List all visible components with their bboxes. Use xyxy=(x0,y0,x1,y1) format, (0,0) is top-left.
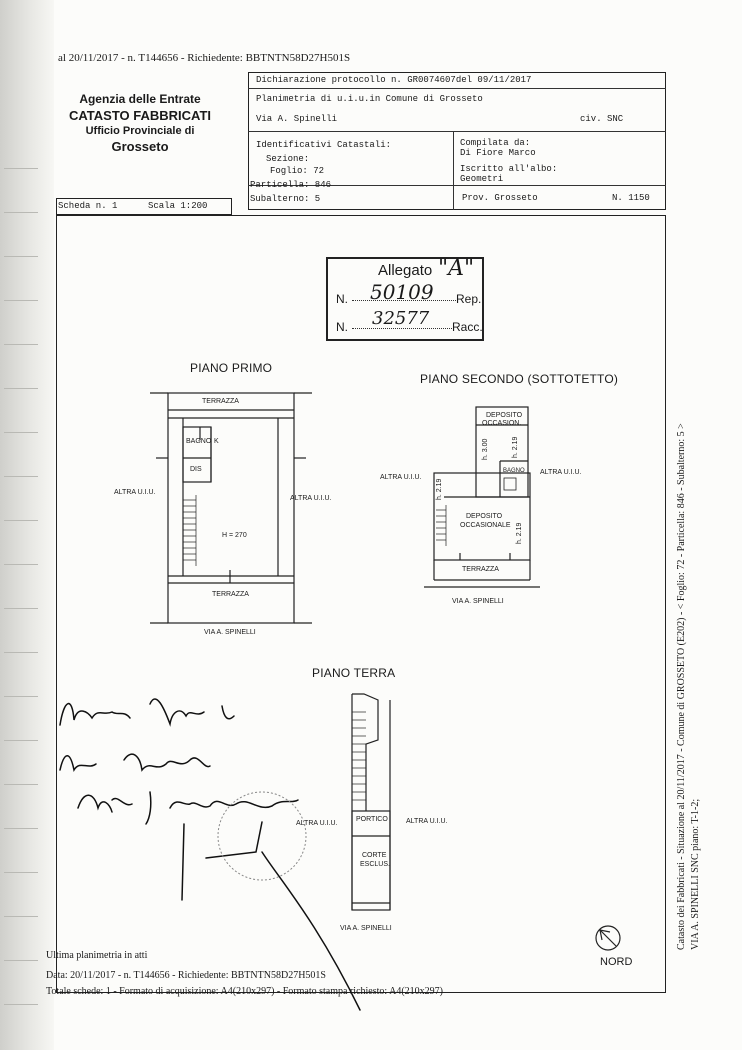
secondo-via: VIA A. SPINELLI xyxy=(452,598,504,605)
secondo-h219-left: h. 2.19 xyxy=(436,478,443,500)
agency-catasto: CATASTO FABBRICATI xyxy=(68,108,212,123)
foglio-field: Foglio: 72 xyxy=(270,166,325,176)
secondo-altra-right: ALTRA U.I.U. xyxy=(540,469,582,476)
particella-field: Particella: 846 xyxy=(250,180,332,190)
primo-terrazza-top: TERRAZZA xyxy=(202,398,239,405)
sezione-field: Sezione: xyxy=(266,154,310,164)
racc-n-label: N. xyxy=(336,320,348,334)
subalterno-field: Subalterno: 5 xyxy=(250,194,321,204)
primo-via: VIA A. SPINELLI xyxy=(204,629,256,636)
piano-terra-plan xyxy=(352,694,390,910)
terra-altra-left: ALTRA U.I.U. xyxy=(296,820,338,827)
terra-via: VIA A. SPINELLI xyxy=(340,925,392,932)
secondo-terrazza: TERRAZZA xyxy=(462,566,499,573)
terra-altra-right: ALTRA U.I.U. xyxy=(406,818,448,825)
iscrizione-number: N. 1150 xyxy=(612,193,650,203)
compilatore-name: Di Fiore Marco xyxy=(460,148,536,158)
rep-number: 50109 xyxy=(370,280,434,304)
north-label: NORD xyxy=(600,956,633,968)
piano-primo-plan xyxy=(150,393,312,623)
secondo-deposito-top-1: DEPOSITO xyxy=(486,412,523,419)
side-address-line: VIA A. SPINELLI SNC piano: T-1-2; xyxy=(690,798,701,950)
office-stamp xyxy=(218,792,306,880)
civic-number: civ. SNC xyxy=(580,114,624,124)
iscritto-label: Iscritto all'albo: xyxy=(460,164,558,174)
terra-corte-2: ESCLUS. xyxy=(360,861,390,868)
dichiarazione-text: Dichiarazione protocollo n. GR0074607del 09/11/2017 xyxy=(256,75,532,85)
primo-bagno: BAGNO xyxy=(186,438,212,445)
header-request-line: al 20/11/2017 - n. T144656 - Richiedente: BBTNTN58D27H501S xyxy=(58,52,351,64)
allegato-title: Allegato xyxy=(378,262,433,279)
agency-ufficio: Ufficio Provinciale di xyxy=(85,125,195,137)
piano-terra-title: PIANO TERRA xyxy=(312,666,396,680)
north-arrow xyxy=(596,926,620,950)
rep-n-label: N. xyxy=(336,292,348,306)
provincia-field: Prov. Grosseto xyxy=(462,193,538,203)
piano-primo-title: PIANO PRIMO xyxy=(190,361,273,375)
secondo-deposito-2: OCCASIONALE xyxy=(460,522,511,529)
secondo-h300: h. 3.00 xyxy=(482,438,489,460)
secondo-h219-top: h. 2.19 xyxy=(512,436,519,458)
secondo-h219-right: h. 2.19 xyxy=(516,522,523,544)
terra-portico: PORTICO xyxy=(356,816,388,823)
secondo-deposito-top-2: OCCASION. xyxy=(482,420,522,427)
terra-corte-1: CORTE xyxy=(362,852,387,859)
primo-altra-right: ALTRA U.I.U. xyxy=(290,495,332,502)
allegato-letter: "A" xyxy=(438,256,475,281)
primo-dis: DIS xyxy=(190,466,202,473)
compilata-label: Compilata da: xyxy=(460,138,531,148)
primo-terrazza-bottom: TERRAZZA xyxy=(212,591,249,598)
identificativi-label: Identificativi Catastali: xyxy=(256,140,392,150)
racc-label: Racc. xyxy=(452,320,483,334)
address-text: Via A. Spinelli xyxy=(256,114,338,124)
secondo-bagno: BAGNO xyxy=(503,468,525,474)
rep-label: Rep. xyxy=(456,292,482,306)
signatures xyxy=(60,699,360,1010)
primo-height: H = 270 xyxy=(222,532,247,539)
racc-number: 32577 xyxy=(372,308,430,329)
footer-data: Data: 20/11/2017 - n. T144656 - Richiedente: BBTNTN58D27H501S xyxy=(46,970,326,981)
scala-value: Scala 1:200 xyxy=(148,201,208,211)
agency-name: Agenzia delle Entrate xyxy=(79,92,201,106)
side-catasto-line: Catasto dei Fabbricati - Situazione al 20/11/2017 - Comune di GROSSETO (E202) - < Foglio: 72 - Particella: 846 - Subalterno: 5 > xyxy=(676,423,687,950)
footer-schede: Totale schede: 1 - Formato di acquisizione: A4(210x297) - Formato stampa richiesto: A4(210x297) xyxy=(46,986,443,997)
piano-secondo-title: PIANO SECONDO (SOTTOTETTO) xyxy=(420,372,619,386)
primo-k: K xyxy=(214,438,219,445)
agency-city: Grosseto xyxy=(111,139,169,154)
secondo-altra-left: ALTRA U.I.U. xyxy=(380,474,422,481)
secondo-deposito-1: DEPOSITO xyxy=(466,513,503,520)
albo-value: Geometri xyxy=(460,174,504,184)
primo-altra-left: ALTRA U.I.U. xyxy=(114,489,156,496)
scheda-number: Scheda n. 1 xyxy=(58,201,118,211)
planimetria-text: Planimetria di u.i.u.in Comune di Grosseto xyxy=(256,94,483,104)
footer-ultima: Ultima planimetria in atti xyxy=(46,950,148,961)
